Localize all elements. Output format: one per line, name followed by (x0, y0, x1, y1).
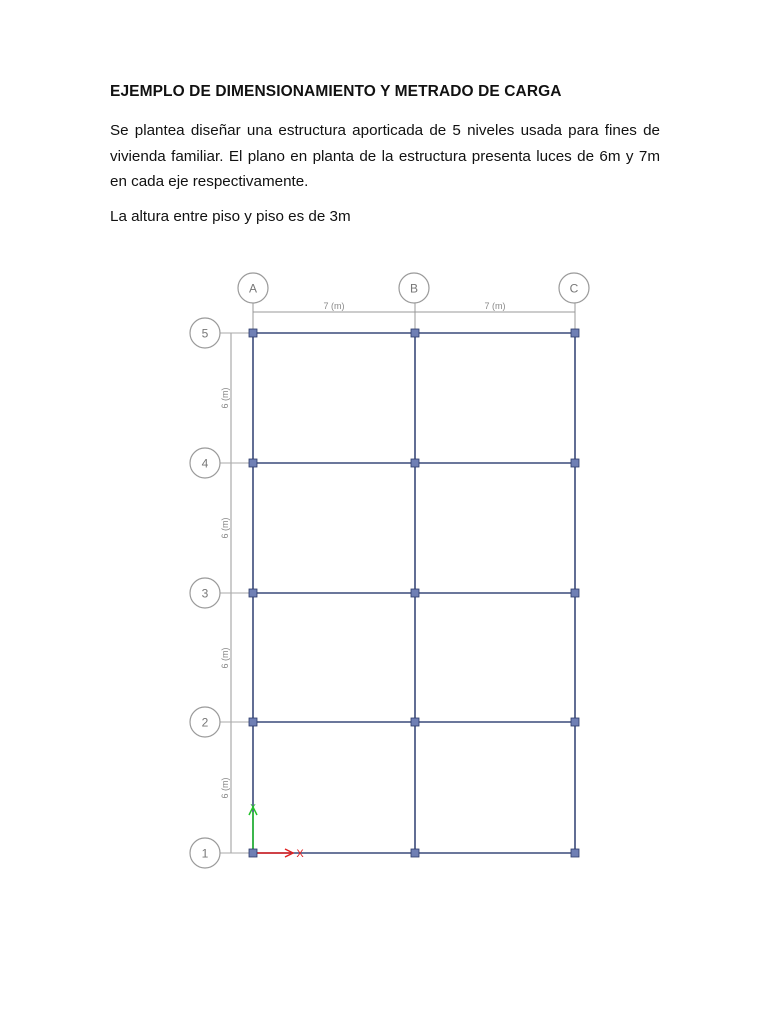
span-label-x-1: 7 (m) (323, 301, 345, 311)
x-axis-label: X (296, 848, 304, 860)
span-label-y-2: 6 (m) (220, 517, 230, 539)
span-label-y-3: 6 (m) (220, 647, 230, 669)
row-axis-bubble-2 (190, 707, 220, 737)
span-label-x-2: 7 (m) (484, 301, 506, 311)
row-axis-bubble-4 (190, 448, 220, 478)
svg-text:B: B (409, 281, 419, 296)
svg-text:C: C (569, 281, 579, 296)
svg-text:4: 4 (201, 456, 209, 471)
svg-text:A: A (248, 281, 258, 296)
svg-text:3: 3 (201, 586, 209, 601)
svg-text:2: 2 (201, 715, 209, 730)
row-axis-bubble-5 (190, 318, 220, 348)
y-axis-label: Y (250, 803, 256, 812)
page-title: EJEMPLO DE DIMENSIONAMIENTO Y METRADO DE CARGA (110, 83, 562, 100)
row-axis-bubble-1 (190, 838, 220, 868)
bubble-leaders (220, 300, 575, 853)
column-axis-bubble-b (399, 273, 429, 303)
column-axis-bubble-a (238, 273, 268, 303)
span-label-y-1: 6 (m) (220, 387, 230, 409)
floor-height-paragraph: La altura entre piso y piso es de 3m (110, 208, 351, 225)
dimension-lines (224, 300, 575, 853)
description-paragraph: Se plantea diseñar una estructura aporticada de 5 niveles usada para fines de vivienda familiar. El plano en planta de la estructura presenta luces de 6m y 7m en cada eje respectivamente. (110, 122, 660, 190)
svg-text:5: 5 (201, 326, 209, 341)
row-axis-bubble-3 (190, 578, 220, 608)
span-label-y-4: 6 (m) (220, 777, 230, 799)
column-axis-bubble-c (559, 273, 589, 303)
svg-text:1: 1 (201, 846, 209, 861)
